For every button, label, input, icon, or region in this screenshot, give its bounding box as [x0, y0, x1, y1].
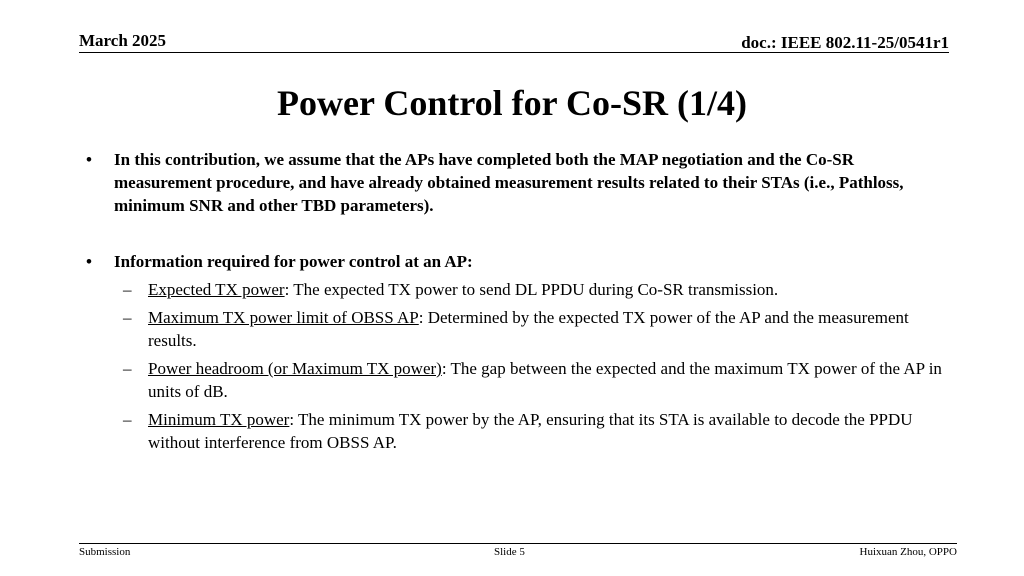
- slide-body: [86, 148, 946, 454]
- sub-item-max-tx-power-limit: [86, 306, 946, 352]
- bullet-marker: •: [86, 252, 92, 271]
- sub-item-expected-tx-power: [86, 278, 946, 301]
- sub-item-desc: : Determined by the expected TX power of the AP and the measurement results.: [148, 308, 909, 350]
- footer-submission: Submission: [79, 546, 131, 558]
- sub-item-minimum-tx-power: [86, 408, 946, 454]
- sub-item-marker: –: [123, 410, 132, 429]
- sub-item-desc: : The expected TX power to send DL PPDU during Co-SR transmission.: [284, 280, 779, 299]
- footer-divider: [79, 543, 957, 544]
- slide-title: Power Control for Co-SR (1/4): [277, 83, 747, 123]
- header-date: March 2025: [79, 31, 167, 50]
- sub-item-term: Minimum TX power: [148, 410, 290, 429]
- sub-item-desc: : The minimum TX power by the AP, ensuring that its STA is available to decode the PPDU without interference from OBSS AP.: [148, 410, 913, 452]
- bullet-marker: •: [86, 150, 92, 169]
- sub-item-power-headroom: [86, 357, 946, 403]
- header-divider: [79, 52, 949, 53]
- header-doc-id: doc.: IEEE 802.11-25/0541r1: [741, 33, 949, 52]
- sub-item-desc: : The gap between the expected and the maximum TX power of the AP in units of dB.: [148, 359, 942, 401]
- bullet-text: Information required for power control at an AP:: [114, 252, 473, 271]
- bullet-item: [86, 250, 946, 273]
- footer-slide-number: Slide 5: [494, 546, 525, 558]
- sub-item-term: Power headroom (or Maximum TX power): [148, 359, 442, 378]
- sub-item-marker: –: [123, 308, 132, 327]
- sub-item-term: Maximum TX power limit of OBSS AP: [148, 308, 419, 327]
- sub-item-marker: –: [123, 280, 132, 299]
- footer-author: Huixuan Zhou, OPPO: [859, 546, 957, 558]
- bullet-item: [86, 148, 946, 217]
- sub-item-marker: –: [123, 359, 132, 378]
- bullet-text: In this contribution, we assume that the APs have completed both the MAP negotiation and the Co-SR measurement procedure, and have already obtained measurement results related to their STAs (i.e., Pathloss, minimum SNR and other TBD parameters).: [114, 150, 904, 215]
- sub-item-term: Expected TX power: [148, 280, 285, 299]
